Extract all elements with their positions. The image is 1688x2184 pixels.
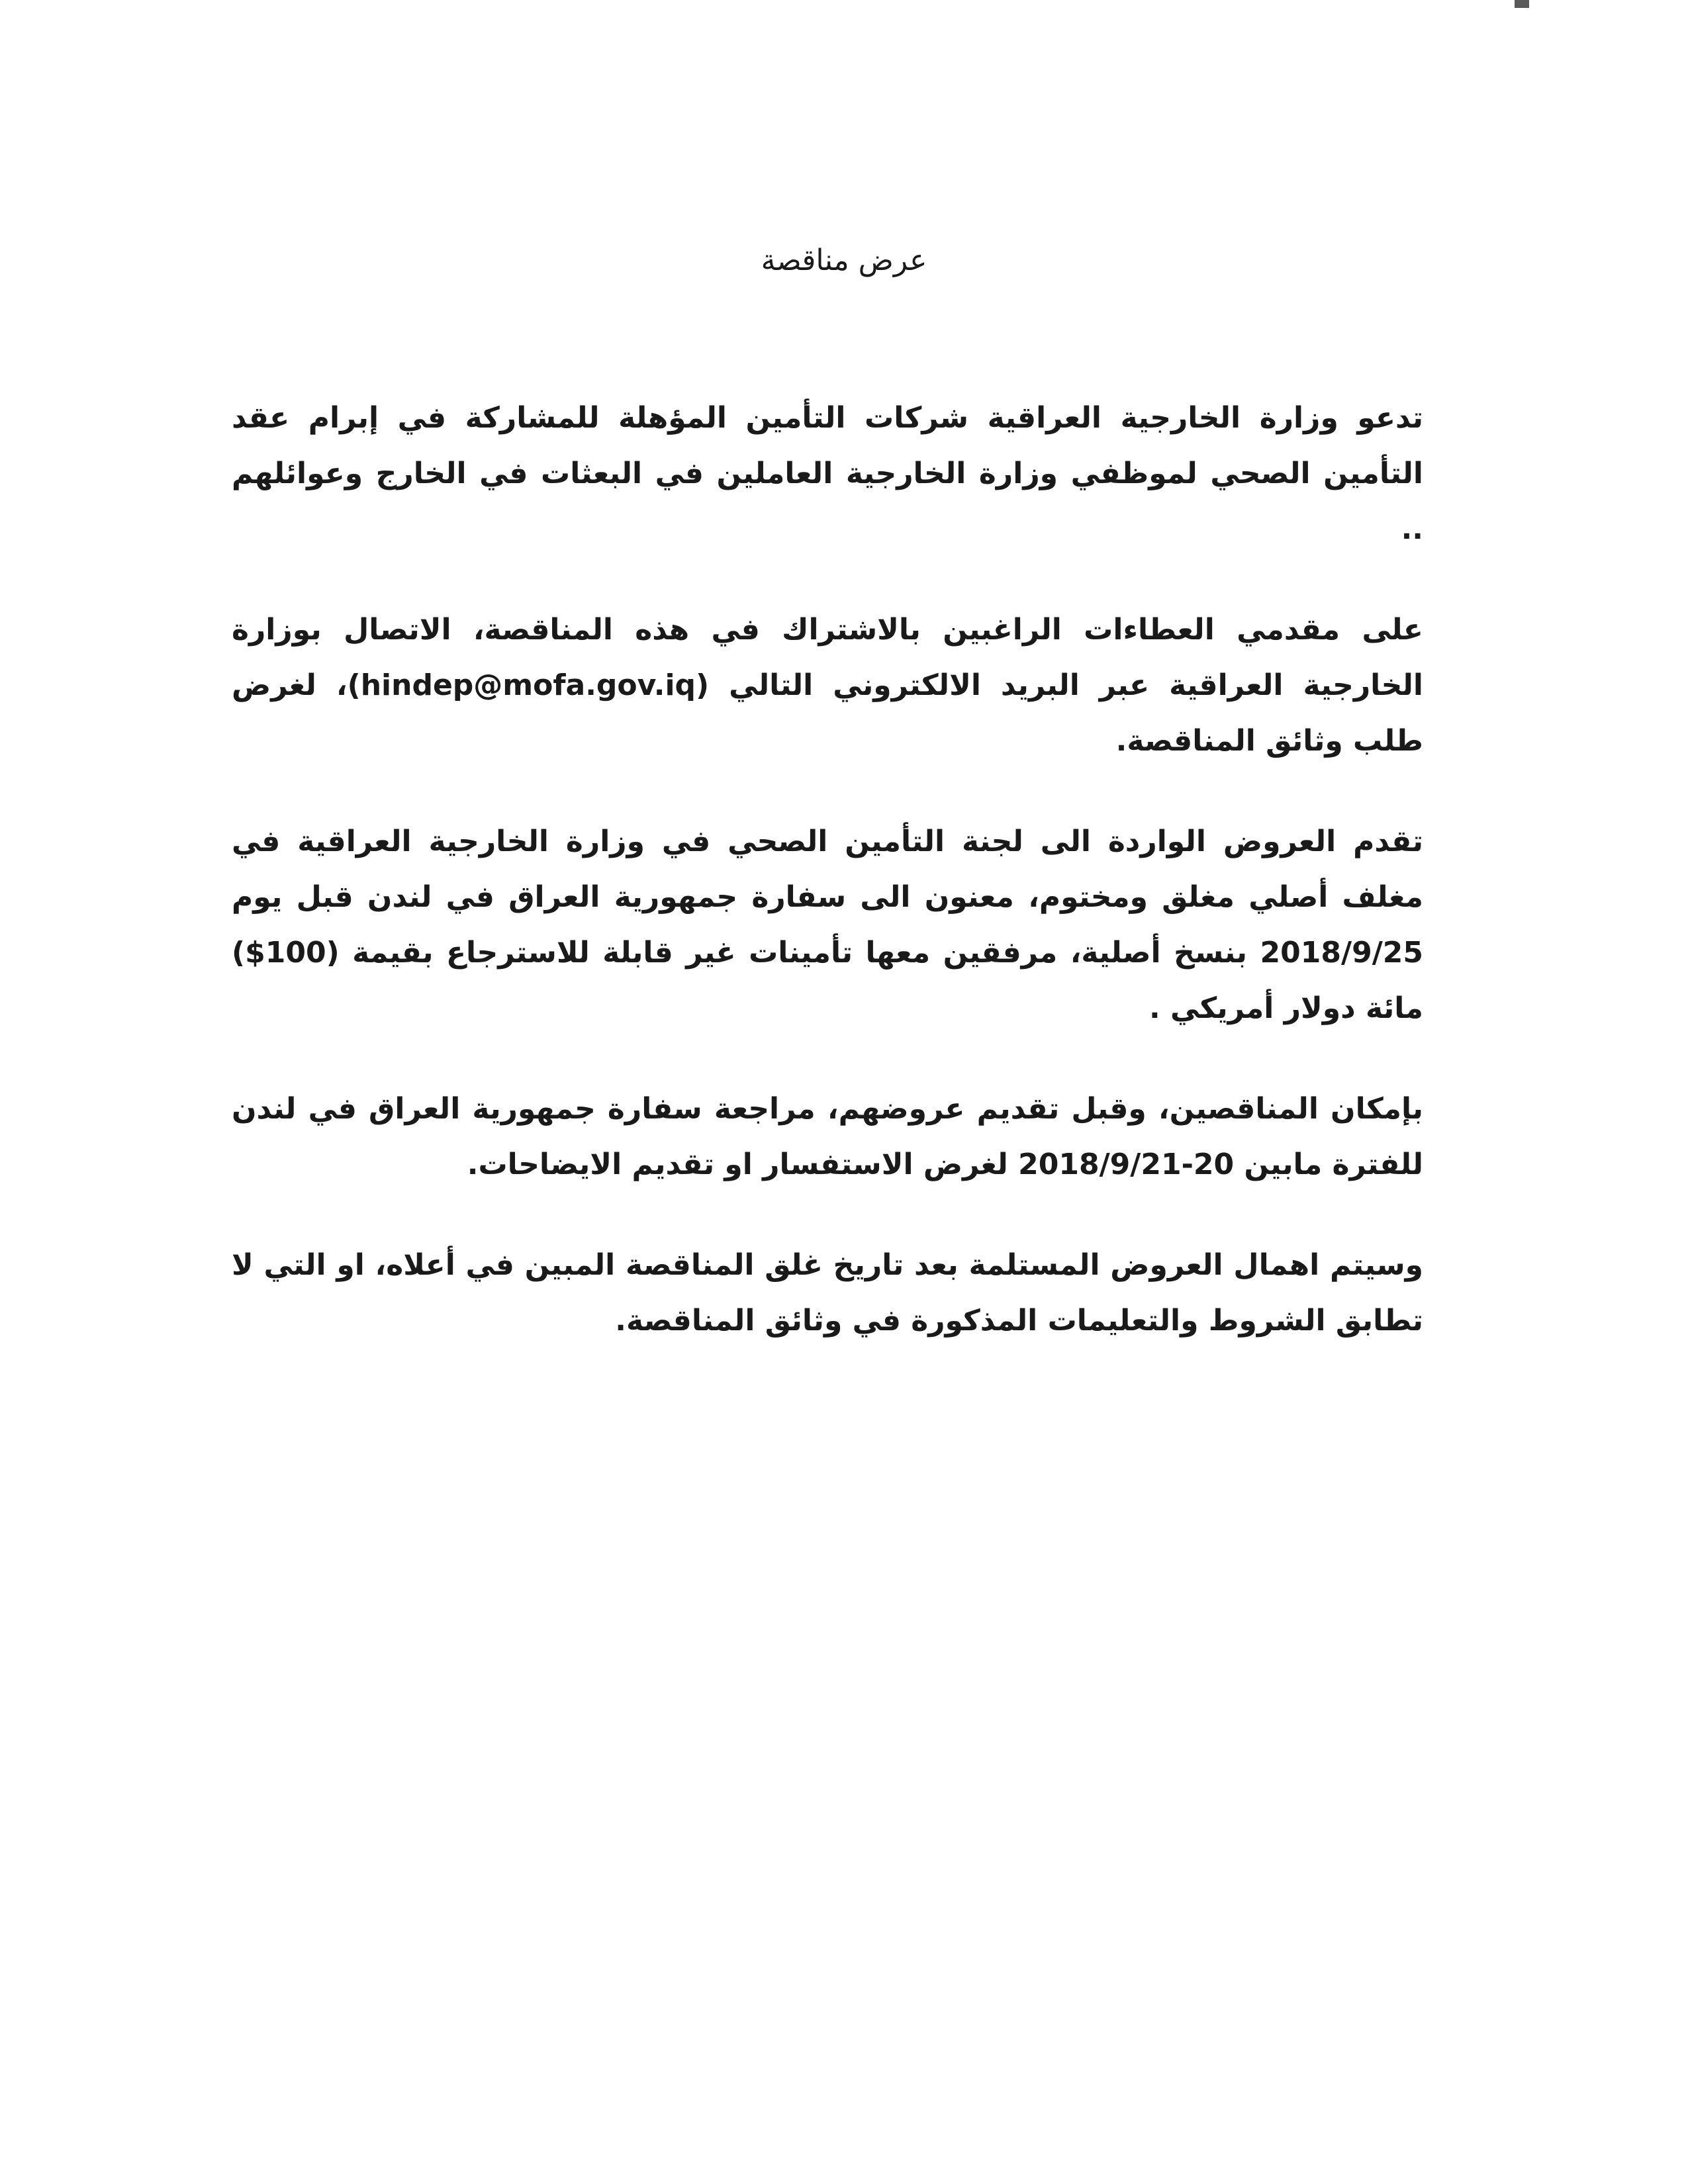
paragraph-contact-email: على مقدمي العطاءات الراغبين بالاشتراك في هذه المناقصة، الاتصال بوزارة الخارجية العراقية عبر البريد الالكتروني التالي (hindep@mofa.gov.iq)، لغرض طلب وثائق المناقصة. (232, 613, 1423, 758)
paragraph-submission-terms: تقدم العروض الواردة الى لجنة التأمين الصحي في وزارة الخارجية العراقية في مغلف أصلي مغلق ومختوم، معنون الى سفارة جمهورية العراق في لندن قبل يوم 2018/9/25 بنسخ أصلية، مرفقين معها تأمينات غير قابلة للاسترجاع بقيمة (100$) مائة دولار أمريكي . (232, 825, 1423, 1025)
paragraph-inquiry-period: بإمكان المناقصين، وقبل تقديم عروضهم، مراجعة سفارة جمهورية العراق في لندن للفترة مابين 20-2018/9/21 لغرض الاستفسار او تقديم الايضاحات. (232, 1092, 1423, 1181)
paragraph-invitation: تدعو وزارة الخارجية العراقية شركات التأمين المؤهلة للمشاركة في إبرام عقد التأمين الصحي لموظفي وزارة الخارجية العاملين في البعثات في الخارج وعوائلهم .. (232, 401, 1423, 546)
paragraph-rejection-terms: وسيتم اهمال العروض المستلمة بعد تاريخ غلق المناقصة المبين في أعلاه، او التي لا تطابق الشروط والتعليمات المذكورة في وثائق المناقصة. (232, 1248, 1423, 1338)
document-title: عرض مناقصة (761, 244, 927, 277)
document-body (232, 390, 1423, 1394)
scan-artifact (1515, 0, 1529, 8)
